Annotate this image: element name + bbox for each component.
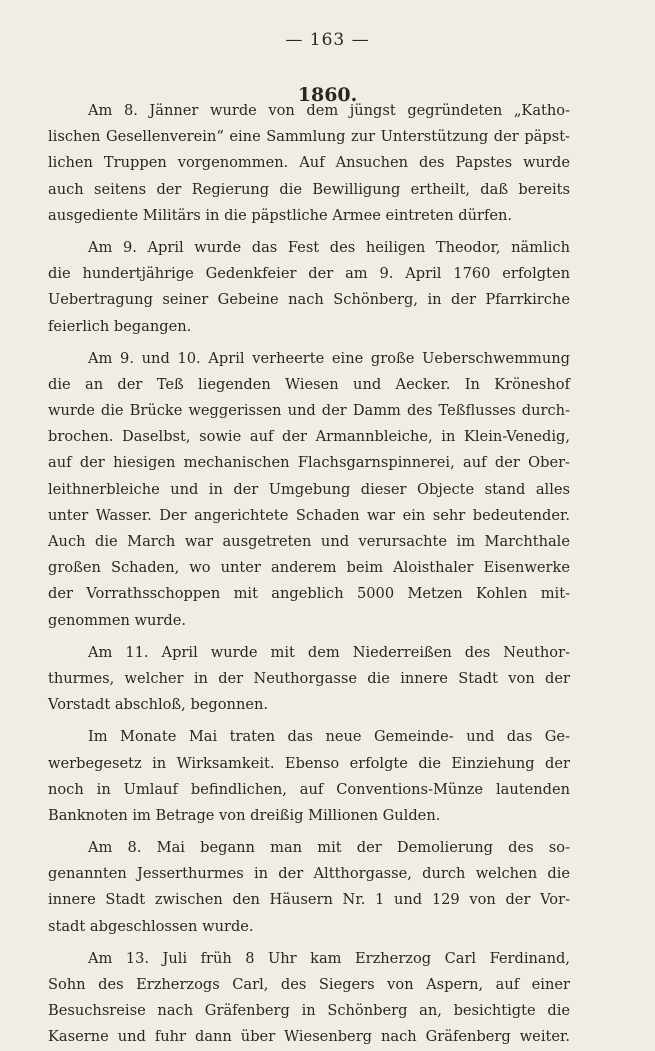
paragraph [48,346,570,634]
text-line: werbegesetz in Wirksamkeit. Ebenso erfolgte die Einziehung der [48,754,570,772]
text-line: Am 13. Juli früh 8 Uhr kam Erzherzog Carl Ferdinand, [88,949,570,967]
text-line: die an der Teß liegenden Wiesen und Aecker. In Kröneshof [48,375,570,393]
text-line: Auch die March war ausgetreten und verursachte im Marchthale [48,533,570,550]
text-line: Vorstadt abschloß, begonnen. [48,696,269,714]
body-text [48,98,570,1051]
text-line: feierlich begangen. [48,317,192,335]
text-line: großen Schaden, wo unter anderem beim Aloisthaler Eisenwerke [48,559,570,577]
text-line: Am 8. Mai begann man mit der Demolierung des so- [88,839,570,857]
paragraph [48,640,570,719]
text-line: auf der hiesigen mechanischen Flachsgarnspinnerei, auf der Ober- [48,454,570,472]
text-line: der Vorrathsschoppen mit angeblich 5000 Metzen Kohlen mit- [48,585,570,603]
text-line: ausgediente Militärs in die päpstliche Armee eintreten dürfen. [48,206,513,224]
paragraph [48,98,570,229]
text-line: die hundertjährige Gedenkfeier der am 9. April 1760 erfolgten [48,265,570,283]
paragraph [48,724,570,829]
paragraph [48,235,570,340]
text-line: lichen Truppen vorgenommen. Auf Ansuchen des Papstes wurde [48,154,570,172]
text-line: wurde die Brücke weggerissen und der Damm des Teßflusses durch- [48,402,570,420]
text-line: lischen Gesellenverein“ eine Sammlung zur Unterstützung der päpst- [48,128,570,146]
paragraph [48,835,570,940]
text-line: Besuchsreise nach Gräfenberg in Schönberg an, besichtigte die [48,1002,570,1020]
text-line: genommen wurde. [48,611,186,629]
text-line: unter Wasser. Der angerichtete Schaden war ein sehr bedeutender. [48,506,570,524]
paragraph [48,946,570,1051]
text-line: Im Monate Mai traten das neue Gemeinde- und das Ge- [88,728,570,746]
text-line: Am 11. April wurde mit dem Niederreißen des Neuthor- [88,643,570,661]
text-line: leithnerbleiche und in der Umgebung dieser Objecte stand alles [48,480,570,498]
text-line: Sohn des Erzherzogs Carl, des Siegers von Aspern, auf einer [48,976,570,993]
text-line: Am 9. und 10. April verheerte eine große Ueberschwemmung [88,349,570,367]
year-heading: 1860. [297,84,358,106]
text-line: thurmes, welcher in der Neuthorgasse die innere Stadt von der [48,669,570,687]
text-line: Am 9. April wurde das Fest des heiligen Theodor, nämlich [88,238,570,256]
text-line: noch in Umlauf befindlichen, auf Conventions-Münze lautenden [48,780,570,798]
text-line: Banknoten im Betrage von dreißig Millionen Gulden. [48,806,441,824]
page-number: — 163 — [285,30,370,50]
text-line: stadt abgeschlossen wurde. [48,917,254,935]
text-line: innere Stadt zwischen den Häusern Nr. 1 und 129 von der Vor- [48,891,570,909]
text-line: Am 8. Jänner wurde von dem jüngst gegründeten „Katho- [88,102,570,119]
text-line: brochen. Daselbst, sowie auf der Armannbleiche, in Klein-Venedig, [48,428,570,446]
text-line: Kaserne und fuhr dann über Wiesenberg nach Gräfenberg weiter. [48,1028,570,1046]
text-line: auch seitens der Regierung die Bewilligung ertheilt, daß bereits [48,180,570,198]
text-line: genannten Jesserthurmes in der Altthorgasse, durch welchen die [48,865,570,883]
text-line: Uebertragung seiner Gebeine nach Schönberg, in der Pfarrkirche [48,291,570,309]
